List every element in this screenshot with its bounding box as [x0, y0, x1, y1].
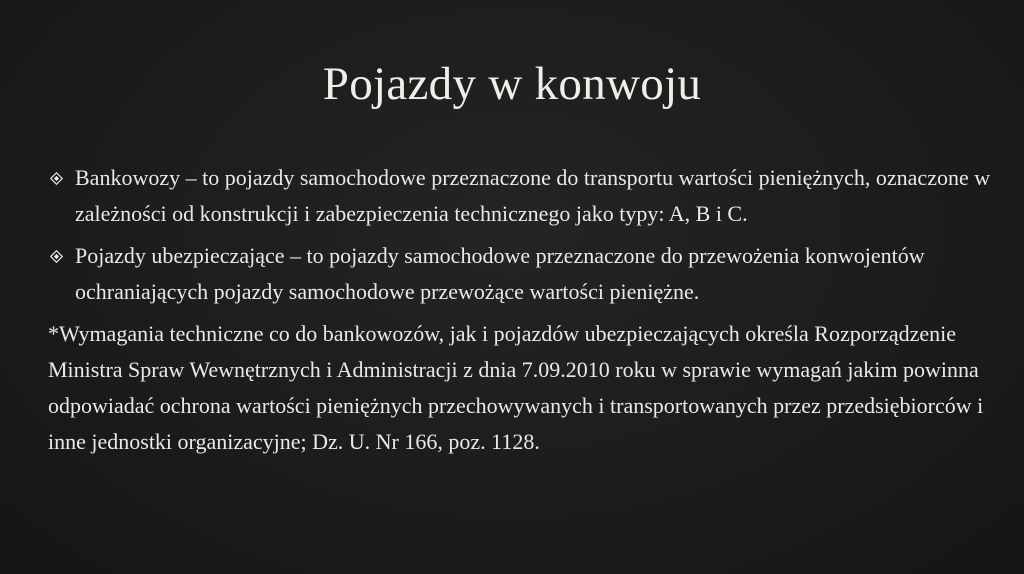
diamond-bullet-icon [50, 172, 63, 185]
footnote-text: *Wymagania techniczne co do bankowozów, jak i pojazdów ubezpieczających określa Rozporządzenie Ministra Spraw Wewnętrznych i Administracji z dnia 7.09.2010 roku w sprawie wymagań jakim powinna odpowiadać ochrona wartości pieniężnych przechowywanych i transportowanych przez przedsiębiorców i inne jednostki organizacyjne; Dz. U. Nr 166, poz. 1128. [48, 321, 984, 454]
diamond-bullet-icon [50, 250, 63, 263]
bullet-text: Pojazdy ubezpieczające – to pojazdy samochodowe przeznaczone do przewożenia konwojentów ochraniających pojazdy samochodowe przewożące wartości pieniężne. [75, 243, 925, 304]
slide-body [48, 160, 998, 460]
bullet-item-bankowozy [48, 160, 998, 232]
slide-title: Pojazdy w konwoju [322, 58, 702, 110]
bullet-text: Bankowozy – to pojazdy samochodowe przeznaczone do transportu wartości pieniężnych, oznaczone w zależności od konstrukcji i zabezpieczenia technicznego jako typy: A, B i C. [75, 165, 991, 226]
bullet-item-pojazdy-ubezpieczajace [48, 238, 998, 310]
